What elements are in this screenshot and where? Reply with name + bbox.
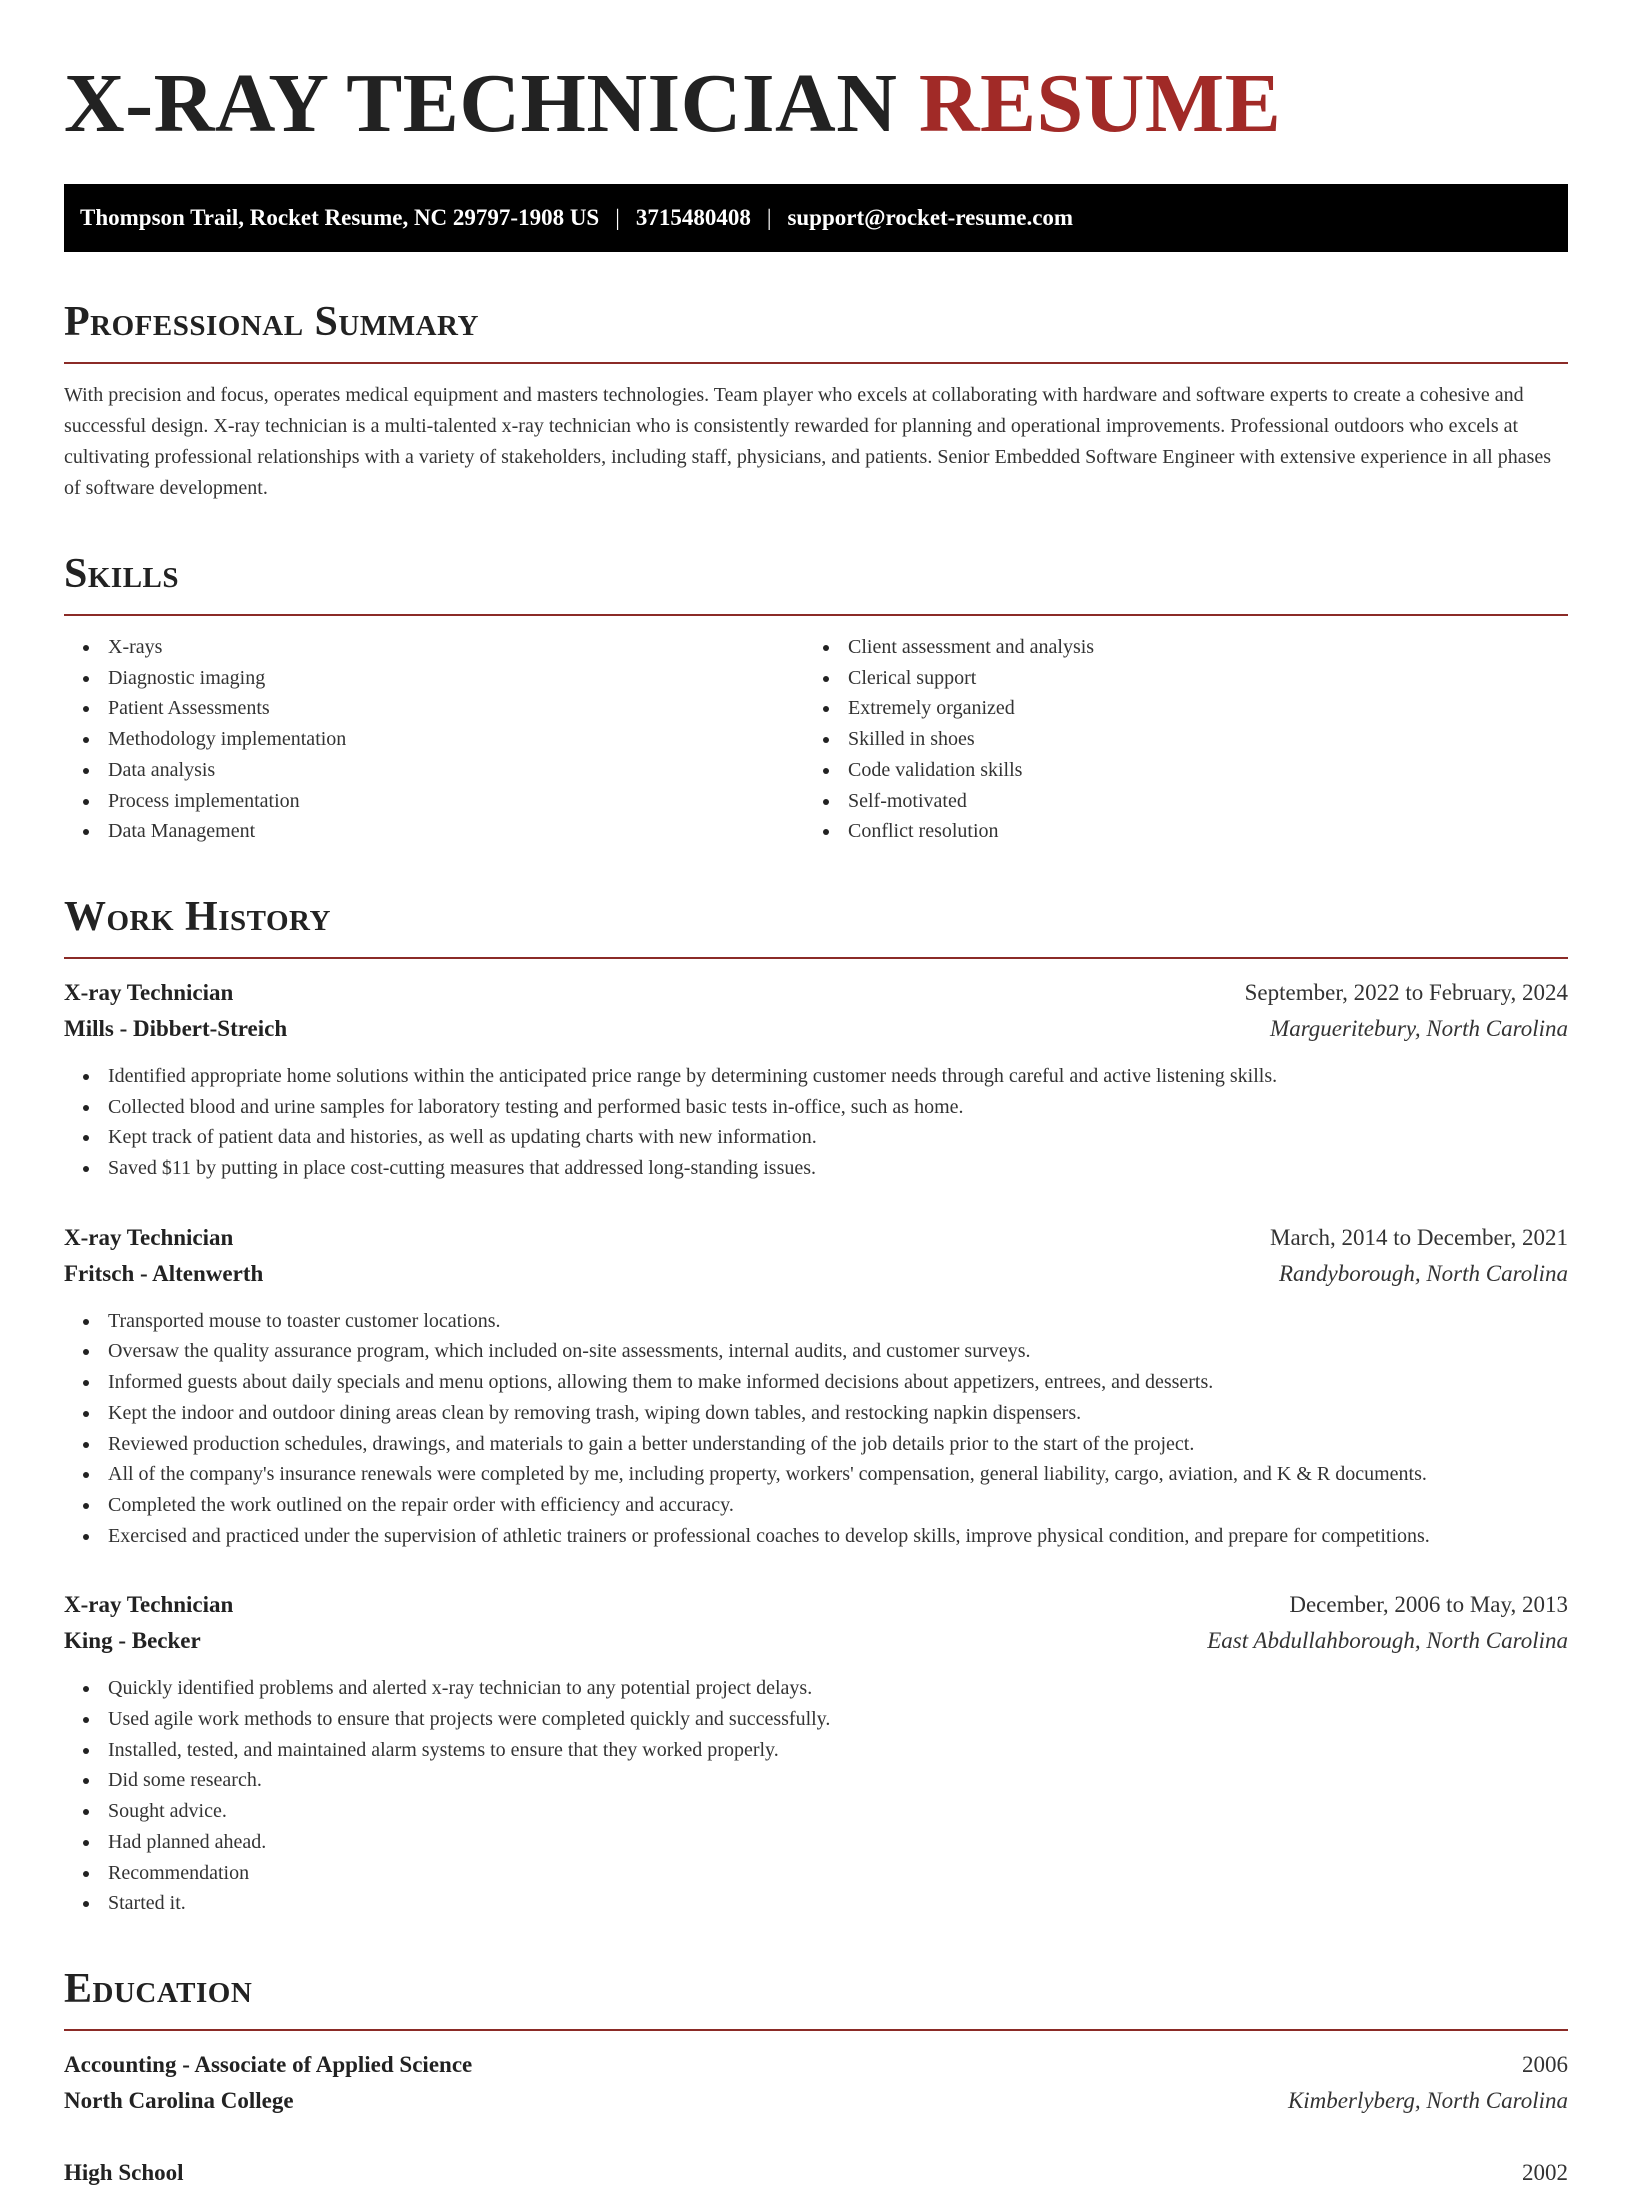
list-item: Had planned ahead. — [64, 1827, 1568, 1858]
job-bullets — [64, 1306, 1568, 1552]
list-item: Data Management — [64, 816, 804, 847]
list-item: Informed guests about daily specials and menu options, allowing them to make informed decisions about appetizers, entrees, and desserts. — [64, 1367, 1568, 1398]
skills-list — [64, 632, 1568, 847]
job-dates: December, 2006 to May, 2013 — [1289, 1592, 1568, 1618]
list-item: Client assessment and analysis — [804, 632, 1544, 663]
list-item: Self-motivated — [804, 786, 1544, 817]
list-item: Diagnostic imaging — [64, 663, 804, 694]
education-location: Kimberlyberg, North Carolina — [1287, 2087, 1568, 2113]
list-item: Transported mouse to toaster customer locations. — [64, 1306, 1568, 1337]
job-location: East Abdullahborough, North Carolina — [1207, 1628, 1568, 1654]
list-item: Did some research. — [64, 1765, 1568, 1796]
list-item: Installed, tested, and maintained alarm systems to ensure that they worked properly. — [64, 1735, 1568, 1766]
section-title-work-history: Work History — [64, 893, 331, 940]
section-divider — [64, 2029, 1568, 2031]
job-title: X-ray Technician — [64, 979, 234, 1005]
list-item: Recommendation — [64, 1858, 1568, 1889]
job-company: King - Becker — [64, 1628, 201, 1654]
list-item: Process implementation — [64, 786, 804, 817]
list-item: Quickly identified problems and alerted x-ray technician to any potential project delays. — [64, 1673, 1568, 1704]
job-bullets — [64, 1673, 1568, 1919]
contact-separator: | — [615, 205, 620, 230]
list-item: Extremely organized — [804, 693, 1544, 724]
education-entry — [64, 2047, 1568, 2119]
job-title: X-ray Technician — [64, 1592, 234, 1618]
title-main: X-RAY TECHNICIAN — [64, 57, 898, 150]
job-location: Randyborough, North Carolina — [1278, 1260, 1568, 1286]
section-title-summary: Professional Summary — [64, 299, 479, 345]
list-item: Methodology implementation — [64, 724, 804, 755]
job-company: Mills - Dibbert-Streich — [64, 1015, 288, 1041]
job-entry — [64, 1587, 1568, 1919]
list-item: Code validation skills — [804, 755, 1544, 786]
education-school: North Carolina College — [64, 2087, 294, 2113]
list-item: Exercised and practiced under the supervision of athletic trainers or professional coaches to develop skills, improve physical condition, and prepare for competitions. — [64, 1521, 1568, 1552]
job-title: X-ray Technician — [64, 1224, 234, 1250]
education-year: 2002 — [1522, 2159, 1568, 2185]
section-divider — [64, 614, 1568, 616]
list-item: Data analysis — [64, 755, 804, 786]
job-dates: September, 2022 to February, 2024 — [1244, 979, 1568, 1005]
contact-phone[interactable]: 3715480408 — [635, 205, 751, 230]
contact-bar — [64, 184, 1568, 252]
list-item: Sought advice. — [64, 1796, 1568, 1827]
education-year: 2006 — [1522, 2051, 1568, 2077]
job-dates: March, 2014 to December, 2021 — [1270, 1224, 1568, 1250]
education-degree: Accounting - Associate of Applied Science — [64, 2051, 473, 2077]
list-item: Kept the indoor and outdoor dining areas clean by removing trash, wiping down tables, and restocking napkin dispensers. — [64, 1398, 1568, 1429]
list-item: Completed the work outlined on the repair order with efficiency and accuracy. — [64, 1490, 1568, 1521]
section-divider — [64, 362, 1568, 364]
list-item: Started it. — [64, 1888, 1568, 1919]
job-entry — [64, 1220, 1568, 1552]
list-item: Used agile work methods to ensure that projects were completed quickly and successfully. — [64, 1704, 1568, 1735]
job-entry — [64, 975, 1568, 1184]
section-title-skills: Skills — [64, 551, 180, 597]
list-item: X-rays — [64, 632, 804, 663]
list-item: All of the company's insurance renewals were completed by me, including property, workers' compensation, general liability, cargo, aviation, and K & R documents. — [64, 1459, 1568, 1490]
list-item: Reviewed production schedules, drawings, and materials to gain a better understanding of the job details prior to the start of the project. — [64, 1429, 1568, 1460]
section-divider — [64, 957, 1568, 959]
job-location: Margueritebury, North Carolina — [1270, 1015, 1568, 1041]
education-degree: High School — [64, 2159, 184, 2185]
list-item: Identified appropriate home solutions within the anticipated price range by determining customer needs through careful and active listening skills. — [64, 1061, 1568, 1092]
resume-title — [64, 58, 1568, 150]
resume-page — [64, 0, 1568, 2191]
education-entry — [64, 2155, 1568, 2191]
list-item: Kept track of patient data and histories, as well as updating charts with new information. — [64, 1122, 1568, 1153]
contact-separator: | — [766, 205, 772, 230]
job-bullets — [64, 1061, 1568, 1184]
list-item: Patient Assessments — [64, 693, 804, 724]
list-item: Oversaw the quality assurance program, which included on-site assessments, internal audits, and customer surveys. — [64, 1336, 1568, 1367]
list-item: Conflict resolution — [804, 816, 1544, 847]
skills-column-right — [804, 632, 1544, 847]
list-item: Collected blood and urine samples for laboratory testing and performed basic tests in-office, such as home. — [64, 1092, 1568, 1123]
title-accent: RESUME — [918, 57, 1282, 150]
contact-address: Thompson Trail, Rocket Resume, NC 29797-1908 US — [80, 205, 600, 230]
list-item: Clerical support — [804, 663, 1544, 694]
list-item: Saved $11 by putting in place cost-cutting measures that addressed long-standing issues. — [64, 1153, 1568, 1184]
contact-email[interactable]: support@rocket-resume.com — [787, 205, 1074, 230]
skills-column-left — [64, 632, 804, 847]
summary-text: With precision and focus, operates medical equipment and masters technologies. Team player who excels at collaborating with hardware and software experts to create a cohesive and successful design. X-ray technician is a multi-talented x-ray technician who is consistently rewarded for planning and operational improvements. Professional outdoors who excels at cultivating professional relationships with a variety of stakeholders, including staff, physicians, and patients. Senior Embedded Software Engineer with extensive experience in all phases of software development. — [64, 384, 1552, 499]
job-company: Fritsch - Altenwerth — [64, 1260, 264, 1286]
section-title-education: Education — [64, 1965, 253, 2012]
list-item: Skilled in shoes — [804, 724, 1544, 755]
